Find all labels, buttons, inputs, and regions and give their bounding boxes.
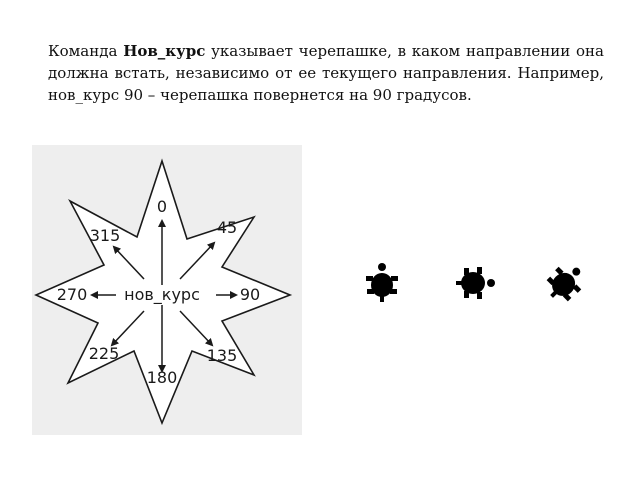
label-90: 90 [239, 285, 261, 304]
label-180: 180 [146, 368, 178, 387]
turtle-icon [545, 258, 585, 308]
turtle-icon [362, 258, 402, 308]
command-prefix: Команда [48, 42, 124, 60]
turtle-body [366, 263, 398, 302]
label-315: 315 [89, 226, 121, 245]
label-135: 135 [206, 346, 238, 365]
turtle-icon [455, 258, 495, 308]
label-270: 270 [56, 285, 88, 304]
center-label: нов_курс [124, 285, 200, 304]
turtle-heading-90-svg [455, 258, 495, 308]
turtle-heading-0-svg [362, 258, 402, 308]
turtle-heading-45-svg [545, 258, 585, 308]
label-0: 0 [156, 197, 168, 216]
turtle-body [545, 258, 585, 308]
command-description [48, 40, 604, 106]
label-225: 225 [88, 344, 120, 363]
command-name: Нов_курс [123, 42, 206, 60]
compass-star-svg [32, 145, 302, 435]
turtle-body [456, 267, 495, 299]
compass-star-figure [32, 145, 302, 435]
label-45: 45 [216, 218, 238, 237]
command-explanation: указывает черепашке, в каком направлении она должна встать, независимо от ее текущего направления. Например, нов_курс 90 – черепашка повернется на 90 градусов. [48, 42, 604, 104]
turtle-examples [360, 258, 600, 318]
